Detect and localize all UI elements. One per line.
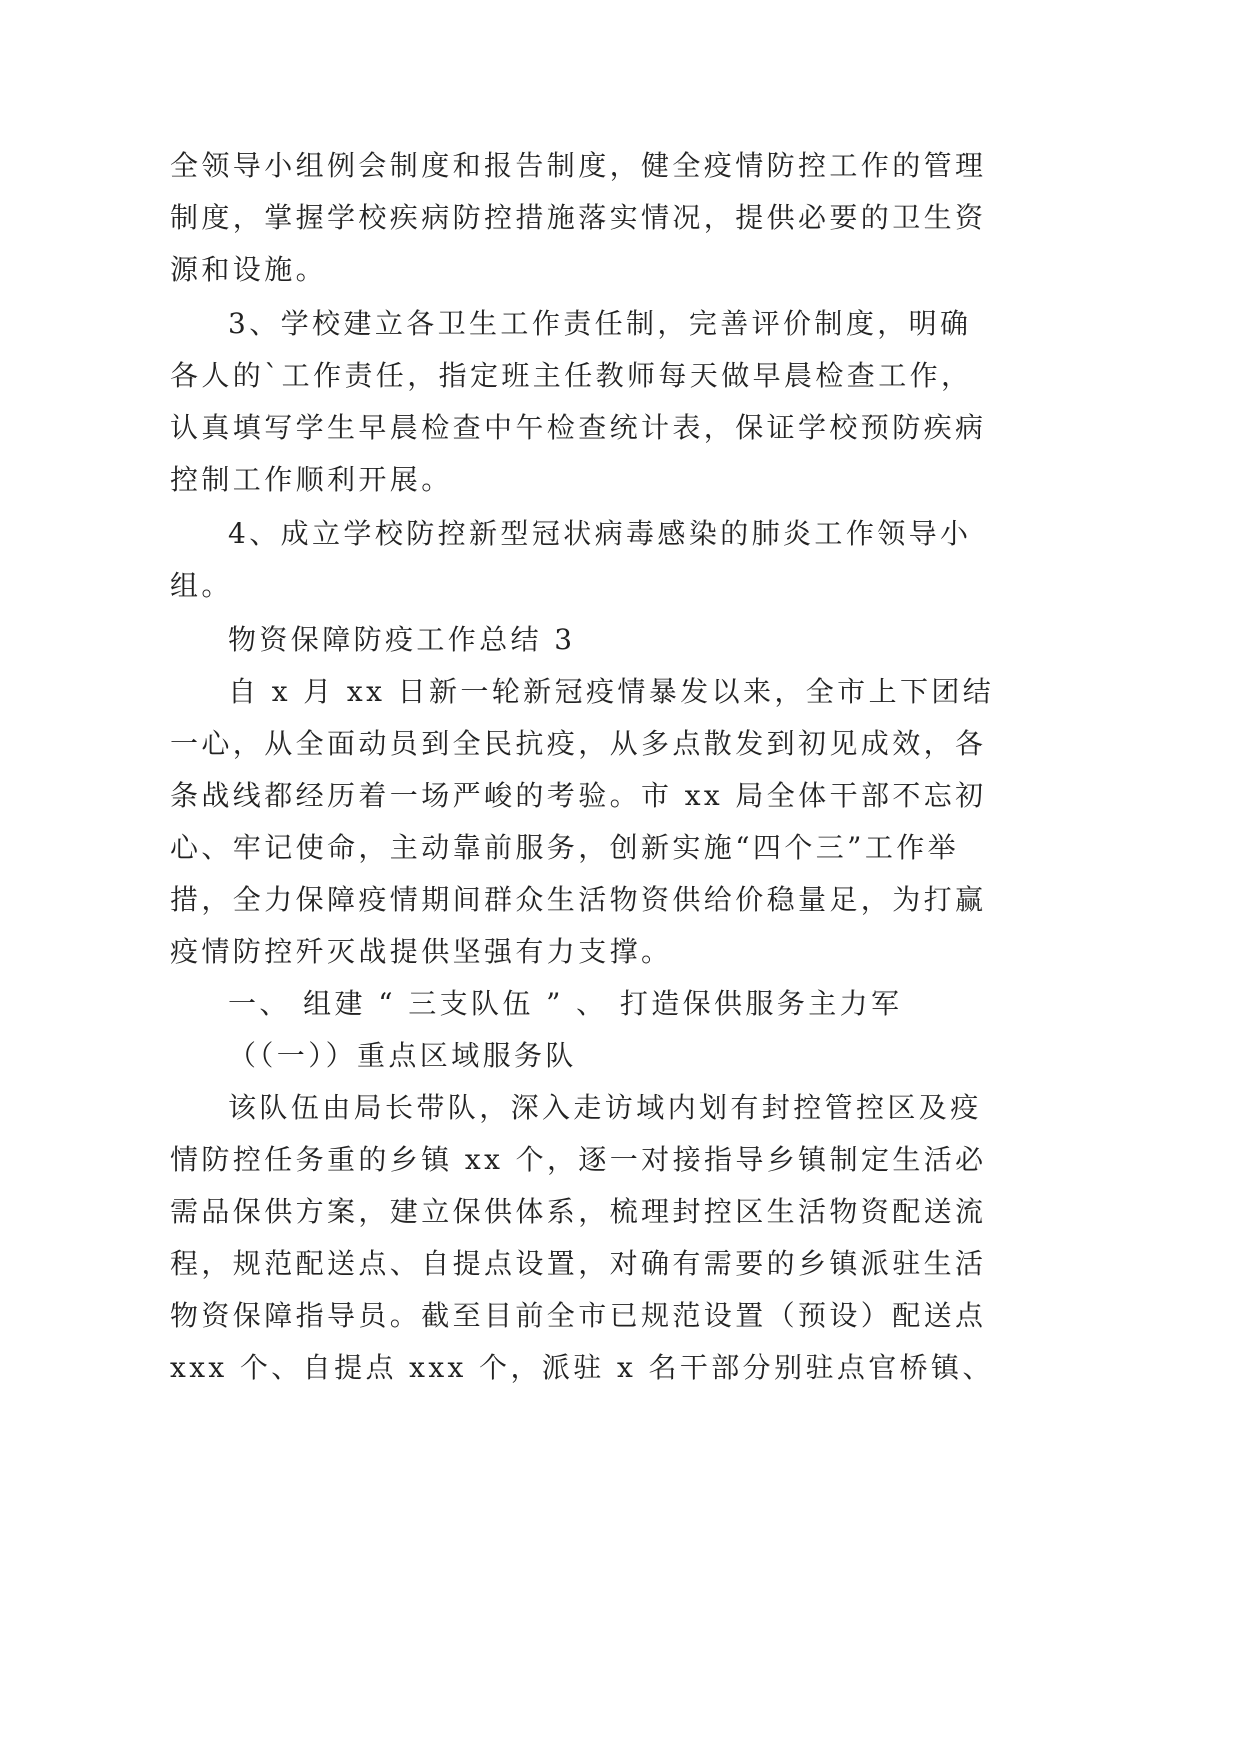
text-line: 3、学校建立各卫生工作责任制，完善评价制度，明确 [228, 307, 972, 340]
text-line: 各人的`工作责任，指定班主任教师每天做早晨检查工作， [170, 359, 973, 392]
text-line: 心、牢记使命，主动靠前服务，创新实施“四个三”工作举 [170, 831, 960, 864]
text-line: 全领导小组例会制度和报告制度，健全疫情防控工作的管理 [170, 149, 987, 182]
text-line: 情防控任务重的乡镇 xx 个，逐一对接指导乡镇制定生活必 [170, 1143, 987, 1176]
text-line: 组。 [170, 569, 233, 602]
text-line: 该队伍由局长带队，深入走访域内划有封控管控区及疫 [228, 1091, 982, 1124]
text-line: 条战线都经历着一场严峻的考验。市 xx 局全体干部不忘初 [170, 779, 987, 812]
text-line: 控制工作顺利开展。 [170, 463, 453, 496]
section-heading: 物资保障防疫工作总结 3 [228, 623, 576, 656]
subsection-heading: （（一））重点区域服务队 [228, 1039, 577, 1072]
text-line: xxx 个、自提点 xxx 个，派驻 x 名干部分别驻点官桥镇、 [170, 1351, 994, 1384]
section-heading: 一、 组建 “ 三支队伍 ” 、 打造保供服务主力军 [228, 987, 903, 1020]
text-line: 物资保障指导员。截至目前全市已规范设置（预设）配送点 [170, 1299, 987, 1332]
text-line: 需品保供方案，建立保供体系，梳理封控区生活物资配送流 [170, 1195, 987, 1228]
text-line: 疫情防控歼灭战提供坚强有力支撑。 [170, 935, 673, 968]
text-line: 认真填写学生早晨检查中午检查统计表，保证学校预防疾病 [170, 411, 987, 444]
text-line: 措，全力保障疫情期间群众生活物资供给价稳量足，为打赢 [170, 883, 987, 916]
text-line: 制度，掌握学校疾病防控措施落实情况，提供必要的卫生资 [170, 201, 987, 234]
text-line: 一心，从全面动员到全民抗疫，从多点散发到初见成效，各 [170, 727, 987, 760]
text-line: 4、成立学校防控新型冠状病毒感染的肺炎工作领导小 [228, 517, 972, 550]
text-line: 程，规范配送点、自提点设置，对确有需要的乡镇派驻生活 [170, 1247, 987, 1280]
text-line: 源和设施。 [170, 253, 328, 286]
text-line: 自 x 月 xx 日新一轮新冠疫情暴发以来，全市上下团结 [228, 675, 995, 708]
